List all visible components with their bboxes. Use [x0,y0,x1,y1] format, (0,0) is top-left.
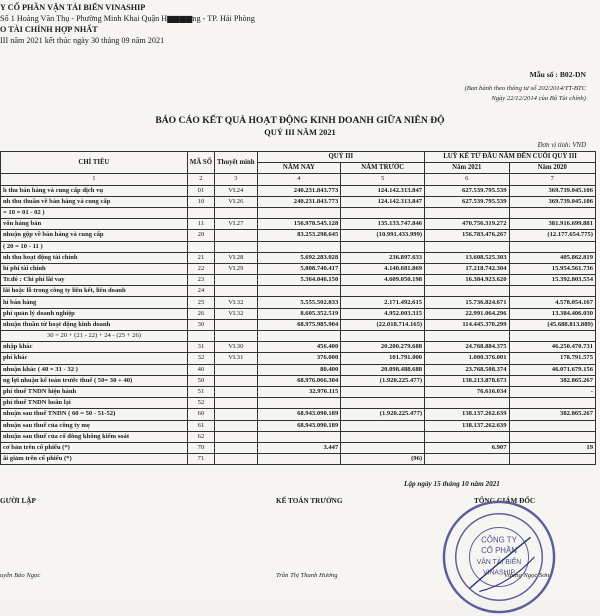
currency-unit: Đơn vị tính: VND [537,142,586,149]
row-label: hí phí tài chính [1,263,188,274]
row-ytd-2020: 46.250.470.731 [509,342,595,353]
row-note [215,241,258,252]
row-code: 20 [187,230,214,241]
row-ytd-2021: 23.768.508.374 [425,364,509,375]
svg-text:CÔNG TY: CÔNG TY [481,535,517,545]
row-ytd-2021 [425,207,509,218]
row-q-prev: (96) [341,454,425,465]
row-code: 71 [187,454,214,465]
row-q-prev: 20.200.279.688 [341,342,425,353]
row-ytd-2021 [425,286,509,297]
row-q-now: 376.000 [257,353,341,364]
row-code: 31 [187,342,214,353]
row-label: 30 = 20 + (21 - 22) + 24 - (25 + 26) [1,331,188,342]
sign-date: Lập ngày 15 tháng 10 năm 2021 [404,480,500,488]
row-ytd-2021 [425,398,509,409]
circular-line-2: Ngày 22/12/2014 của Bộ Tài chính) [491,95,586,102]
preparer-name: uyễn Bảo Ngọc [0,572,41,579]
row-q-now: 68.976.066.304 [257,375,341,386]
row-ytd-2020: 381.916.699.881 [509,219,595,230]
row-q-now: 240.231.843.773 [257,196,341,207]
col-header-quy: QUÝ III [257,152,424,163]
svg-text:VINASHIP: VINASHIP [482,569,516,577]
table-row [1,386,596,397]
row-label: cơ bản trên cổ phiếu (*) [1,442,188,453]
row-ytd-2020 [509,331,595,342]
col-header-maso: MÃ SỐ [187,152,214,174]
row-ytd-2021: 6 [425,174,509,185]
row-code: 50 [187,375,214,386]
row-q-now [257,331,341,342]
row-q-now: 456.400 [257,342,341,353]
row-label: nhuận sau thuế của cổ đông không kiểm soát [1,431,188,442]
row-code: 26 [187,308,214,319]
row-q-now [257,398,341,409]
table-row [1,398,596,409]
row-code: 52 [187,398,214,409]
row-q-prev: 20.098.488.688 [341,364,425,375]
company-address: Số 1 Hoàng Văn Thụ - Phường Minh Khai Quận H▆▆▆▆ng - TP. Hải Phòng [0,14,255,23]
row-code: 2 [187,174,214,185]
row-note: VI.32 [215,297,258,308]
col-header-nam2020: Năm 2020 [509,163,595,174]
row-q-now [257,241,341,252]
table-row [1,353,596,364]
row-label: nhuận sau thuế của công ty mẹ [1,420,188,431]
row-note [215,409,258,420]
report-type: O TÀI CHÍNH HỢP NHẤT [0,25,98,34]
row-q-now: 68.943.090.189 [257,409,341,420]
row-q-now: 3.447 [257,442,341,453]
table-row [1,297,596,308]
row-q-prev: 124.142.313.847 [341,185,425,196]
row-ytd-2021: 627.539.795.539 [425,185,509,196]
form-code: Mẫu số : B02-DN [529,70,586,79]
row-note: VI.31 [215,353,258,364]
row-note: VI.29 [215,263,258,274]
row-label: nhập khác [1,342,188,353]
row-label: phí khác [1,353,188,364]
table-row [1,342,596,353]
row-ytd-2021 [425,431,509,442]
income-statement-table [0,151,596,465]
row-note: VI.24 [215,185,258,196]
row-note [215,375,258,386]
row-ytd-2021: 17.218.742.304 [425,263,509,274]
director-title: TỔNG GIÁM ĐỐC [474,497,536,505]
row-note: VI.32 [215,308,258,319]
row-ytd-2021: 6.907 [425,442,509,453]
row-q-now: 68.975.985.904 [257,319,341,330]
row-ytd-2020 [509,398,595,409]
table-row [1,331,596,342]
table-row [1,431,596,442]
row-ytd-2020: (45.688.813.889) [509,319,595,330]
row-code: 11 [187,219,214,230]
col-header-namnay: NĂM NAY [257,163,341,174]
row-q-prev: 5 [341,174,425,185]
row-q-now [257,286,341,297]
row-ytd-2021: 76.616.034 [425,386,509,397]
row-code [187,331,214,342]
row-label: = 10 = 01 - 02 ) [1,207,188,218]
row-note [215,286,258,297]
row-note [215,331,258,342]
report-period: III năm 2021 kết thúc ngày 30 tháng 09 năm 2021 [0,36,165,45]
table-row [1,409,596,420]
row-q-prev [341,331,425,342]
row-label: ng lợi nhuận kế toán trước thuế ( 50= 30 + 40) [1,375,188,386]
preparer-title: GƯỜI LẬP [0,497,36,505]
row-label: h thu bán hàng và cung cấp dịch vụ [1,185,188,196]
row-ytd-2020: - [509,386,595,397]
row-q-prev: 124.142.313.847 [341,196,425,207]
col-header-thuyetminh: Thuyết minh [215,152,258,174]
row-q-prev [341,442,425,453]
row-ytd-2020: 369.739.045.106 [509,185,595,196]
director-name: Vương Ngọc Sơn [504,572,550,579]
row-ytd-2021 [425,241,509,252]
row-label: hí bán hàng [1,297,188,308]
row-code: 62 [187,431,214,442]
row-note [215,398,258,409]
table-row [1,230,596,241]
row-note [215,207,258,218]
row-ytd-2021: 156.783.476.267 [425,230,509,241]
row-ytd-2021: 13.608.525.303 [425,252,509,263]
row-q-prev: 135.133.747.846 [341,219,425,230]
row-label: phí quản lý doanh nghiệp [1,308,188,319]
table-row [1,308,596,319]
row-q-prev: 236.897.633 [341,252,425,263]
row-note [215,364,258,375]
table-row [1,196,596,207]
row-ytd-2021: 138.137.262.639 [425,409,509,420]
row-q-prev: 4.952.003.315 [341,308,425,319]
row-code: 32 [187,353,214,364]
row-label: nhuận gộp về bán hàng và cung cấp [1,230,188,241]
row-q-prev: 4.140.681.869 [341,263,425,274]
row-note [215,275,258,286]
row-q-now: 4 [257,174,341,185]
row-label: vốn hàng bán [1,219,188,230]
row-q-prev [341,420,425,431]
col-header-nam2021: Năm 2021 [425,163,509,174]
table-row [1,275,596,286]
row-ytd-2021: 22.991.064.296 [425,308,509,319]
row-ytd-2020: 15.954.561.736 [509,263,595,274]
row-note [215,442,258,453]
row-code: 40 [187,364,214,375]
table-row [1,263,596,274]
row-q-now: 32.976.115 [257,386,341,397]
row-ytd-2021: 24.768.884.375 [425,342,509,353]
row-note: 3 [215,174,258,185]
row-code: 61 [187,420,214,431]
row-code: 22 [187,263,214,274]
table-row [1,375,596,386]
table-row [1,252,596,263]
row-q-prev: 4.609.050.198 [341,275,425,286]
row-ytd-2020: 4.578.054.167 [509,297,595,308]
row-q-prev: (22.018.714.165) [341,319,425,330]
table-row [1,185,596,196]
row-code [187,207,214,218]
row-code: 10 [187,196,214,207]
table-row [1,174,596,185]
row-q-prev [341,398,425,409]
company-seal [440,498,558,616]
row-ytd-2020: 46.071.679.156 [509,364,595,375]
row-q-now: 5.808.740.417 [257,263,341,274]
row-q-now: 156.978.545.128 [257,219,341,230]
row-ytd-2021: 114.445.370.299 [425,319,509,330]
row-label: nhuận sau thuế TNDN ( 60 = 50 - 51-52) [1,409,188,420]
row-q-now: 80.400 [257,364,341,375]
row-note [215,319,258,330]
row-q-now: 5.364.046.150 [257,275,341,286]
accountant-title: KẾ TOÁN TRƯỞNG [276,497,343,505]
row-label: phí thuế TNDN hiện hành [1,386,188,397]
row-ytd-2021: 16.384.923.620 [425,275,509,286]
row-q-prev [341,286,425,297]
table-row [1,207,596,218]
row-code: 60 [187,409,214,420]
row-q-prev [341,386,425,397]
company-header [0,2,255,46]
row-note: VI.30 [215,342,258,353]
row-label: ( 20 = 10 - 11 ) [1,241,188,252]
row-ytd-2021: 138.137.262.639 [425,420,509,431]
row-ytd-2020 [509,420,595,431]
row-q-now [257,207,341,218]
row-code: 70 [187,442,214,453]
col-header-namtruoc: NĂM TRƯỚC [341,163,425,174]
table-row [1,319,596,330]
row-q-now: 83.253.298.645 [257,230,341,241]
row-note [215,431,258,442]
row-q-now [257,454,341,465]
row-ytd-2020: 178.791.575 [509,353,595,364]
row-note [215,386,258,397]
row-code: 23 [187,275,214,286]
svg-text:CỔ PHẦN: CỔ PHẦN [481,546,517,556]
row-code: 51 [187,386,214,397]
row-ytd-2020: (12.177.654.775) [509,230,595,241]
row-code: 24 [187,286,214,297]
row-note: VI.26 [215,196,258,207]
row-code: 01 [187,185,214,196]
row-q-prev: (1.920.225.477) [341,409,425,420]
row-ytd-2020: 7 [509,174,595,185]
row-ytd-2020: 13.384.406.030 [509,308,595,319]
row-q-prev: (1.920.225.477) [341,375,425,386]
row-code: 21 [187,252,214,263]
row-ytd-2021 [425,454,509,465]
row-q-now [257,431,341,442]
table-row [1,219,596,230]
row-code [187,241,214,252]
row-q-now: 240.231.843.773 [257,185,341,196]
row-label: Tr.đó : Chi phí lãi vay [1,275,188,286]
row-q-now: 5.692.283.028 [257,252,341,263]
row-code: 25 [187,297,214,308]
table-row [1,454,596,465]
col-header-luyke: LUỸ KẾ TỪ ĐẦU NĂM ĐẾN CUỐI QUÝ III [425,152,596,163]
row-ytd-2021: 470.756.319.272 [425,219,509,230]
col-header-chitieu: CHỈ TIÊU [1,152,188,174]
row-note [215,230,258,241]
row-q-prev: 2.171.492.615 [341,297,425,308]
row-note: VI.27 [215,219,258,230]
row-ytd-2021: 15.736.824.671 [425,297,509,308]
report-title: BÁO CÁO KẾT QUẢ HOẠT ĐỘNG KINH DOANH GIỮA NIÊN ĐỘ [155,115,445,126]
company-name: Y CỔ PHẦN VẬN TẢI BIỂN VINASHIP [0,3,146,12]
table-row [1,364,596,375]
table-row [1,420,596,431]
row-ytd-2020: 15.392.803.554 [509,275,595,286]
row-ytd-2020 [509,286,595,297]
row-label: phí thuế TNDN hoãn lại [1,398,188,409]
row-ytd-2020: 382.865.267 [509,375,595,386]
row-q-now: 8.605.352.519 [257,308,341,319]
row-ytd-2020 [509,241,595,252]
circular-note [465,84,586,104]
table-row [1,241,596,252]
svg-text:VẬN TẢI BIỂN: VẬN TẢI BIỂN [476,558,522,566]
table-row [1,286,596,297]
row-label: nhuận khác ( 40 = 31 - 32 ) [1,364,188,375]
table-row [1,442,596,453]
row-ytd-2020: 369.739.045.106 [509,196,595,207]
row-q-prev: (10.991.433.999) [341,230,425,241]
row-q-now: 5.555.502.833 [257,297,341,308]
row-note [215,454,258,465]
row-ytd-2021: 627.539.795.539 [425,196,509,207]
row-q-prev [341,431,425,442]
row-ytd-2021: 138.213.878.673 [425,375,509,386]
row-ytd-2020: 382.865.267 [509,409,595,420]
circular-line-1: (Ban hành theo thông tư số 202/2014/TT-BTC [464,85,586,92]
row-q-now: 68.943.090.189 [257,420,341,431]
row-ytd-2020 [509,431,595,442]
row-label: ãi giảm trên cổ phiếu (*) [1,454,188,465]
accountant-name: Trần Thị Thanh Hương [276,572,338,579]
row-q-prev [341,241,425,252]
report-quarter: QUÝ III NĂM 2021 [264,128,336,137]
row-q-prev [341,207,425,218]
row-ytd-2020: 405.862.819 [509,252,595,263]
row-ytd-2020 [509,207,595,218]
row-label: 1 [1,174,188,185]
row-label: nh thu hoạt động tài chính [1,252,188,263]
row-note: VI.28 [215,252,258,263]
row-ytd-2021: 1.000.376.001 [425,353,509,364]
row-label: nhuận thuần từ hoạt động kinh doanh [1,319,188,330]
row-label: lãi hoặc lỗ trong công ty liên kết, liên doanh [1,286,188,297]
row-ytd-2021 [425,331,509,342]
row-label: nh thu thuần về bán hàng và cung cấp [1,196,188,207]
row-ytd-2020 [509,454,595,465]
row-ytd-2020: 19 [509,442,595,453]
row-q-prev: 101.791.000 [341,353,425,364]
row-note [215,420,258,431]
row-code: 30 [187,319,214,330]
